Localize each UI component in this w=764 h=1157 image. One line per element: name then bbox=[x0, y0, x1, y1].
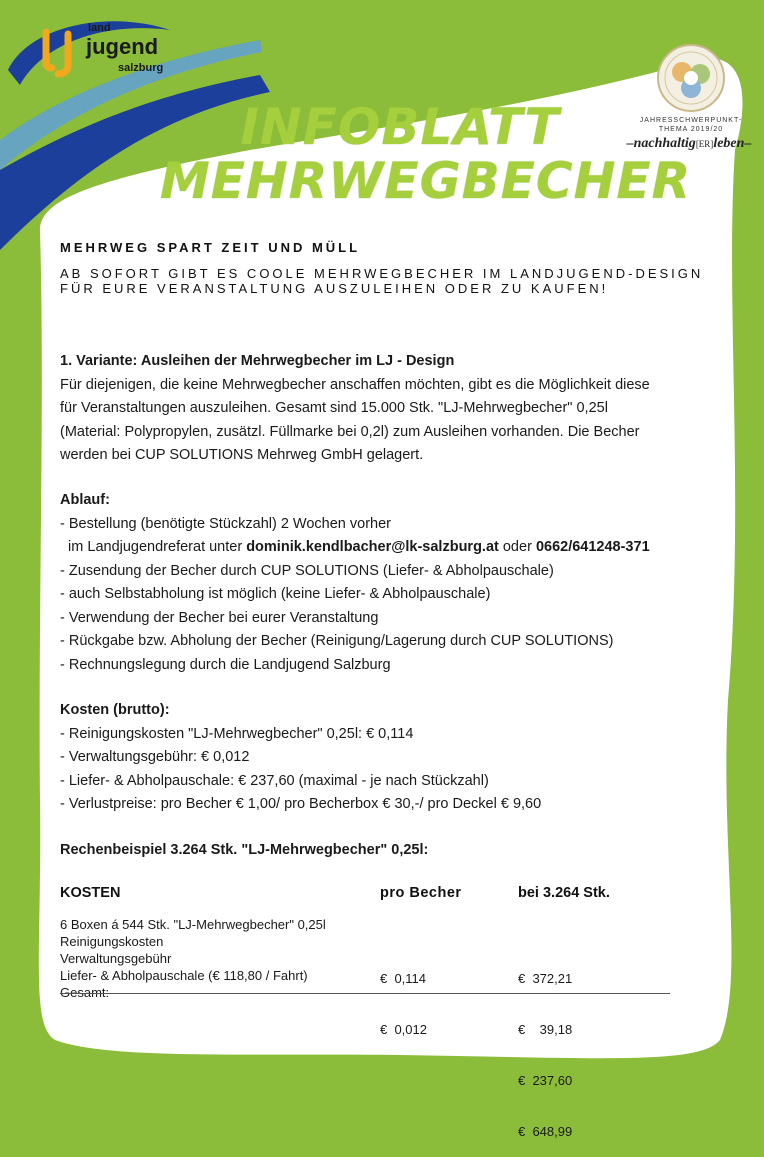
ablauf-contact-mid: oder bbox=[498, 539, 536, 555]
table-row-label: 6 Boxen á 544 Stk. "LJ-Mehrwegbecher" 0,25l bbox=[60, 917, 326, 932]
table-row-label: Verwaltungsgebühr bbox=[60, 951, 172, 966]
table-labels bbox=[60, 916, 380, 1001]
kosten-heading: Kosten (brutto): bbox=[60, 702, 170, 718]
table-cell-per-cup: € 0,114 bbox=[380, 971, 427, 986]
ablauf-line: - Rückgabe bzw. Abholung der Becher (Reinigung/Lagerung durch CUP SOLUTIONS) bbox=[60, 633, 614, 649]
kosten-line: - Reinigungskosten "LJ-Mehrwegbecher" 0,25l: € 0,114 bbox=[60, 725, 414, 742]
ablauf-line: - Rechnungslegung durch die Landjugend Salzburg bbox=[60, 656, 391, 673]
kosten-line: - Verlustpreise: pro Becher € 1,00/ pro Becherbox € 30,-/ pro Deckel € 9,60 bbox=[60, 796, 542, 812]
lj-logo-icon bbox=[40, 28, 80, 78]
table-cell-per-cup: € 0,012 bbox=[380, 1022, 427, 1037]
table-header-per-cup: pro Becher bbox=[380, 885, 462, 901]
contact-phone[interactable]: 0662/641248-371 bbox=[535, 539, 650, 555]
annual-theme-seal bbox=[626, 44, 752, 151]
ablauf-line: - Bestellung (benötigte Stückzahl) 2 Wochen vorher bbox=[60, 515, 391, 532]
table-total-divider bbox=[60, 993, 670, 994]
kosten-line: - Verwaltungsgebühr: € 0,012 bbox=[60, 749, 250, 765]
contact-email-link[interactable]: dominik.kendlbacher@lk-salzburg.at bbox=[246, 539, 499, 555]
table-row-label: Liefer- & Abholpauschale (€ 118,80 / Fahrt) bbox=[60, 968, 308, 983]
table-per-cup-values bbox=[380, 936, 500, 1055]
sustainability-seal-icon bbox=[638, 44, 744, 114]
table-header-kosten: KOSTEN bbox=[60, 885, 121, 901]
variant-line: (Material: Polypropylen, zusätzl. Füllmarke bei 0,2l) zum Ausleihen vorhanden. Die Becher bbox=[60, 423, 640, 440]
table-row-label: Reinigungskosten bbox=[60, 934, 164, 949]
table-total-values bbox=[518, 936, 668, 1157]
subheadline: AB SOFORT GIBT ES COOLE MEHRWEGBECHER IM LANDJUGEND-DESIGN FÜR EURE VERANSTALTUNG AUSZULEIHEN ODER ZU KAUFEN! bbox=[60, 266, 704, 296]
table-header-total: bei 3.264 Stk. bbox=[518, 885, 610, 901]
ablauf-contact-prefix: im Landjugendreferat unter bbox=[60, 539, 247, 555]
landjugend-logo bbox=[30, 22, 180, 92]
variant-line: für Veranstaltungen auszuleihen. Gesamt sind 15.000 Stk. "LJ-Mehrwegbecher" 0,25l bbox=[60, 400, 608, 416]
ablauf-contact-line bbox=[60, 536, 740, 560]
ablauf-section bbox=[60, 489, 740, 677]
kosten-section bbox=[60, 699, 740, 817]
variant-line: Für diejenigen, die keine Mehrwegbecher anschaffen möchten, gibt es die Möglichkeit diese bbox=[60, 376, 650, 393]
variant-section bbox=[60, 350, 720, 468]
ablauf-heading: Ablauf: bbox=[60, 492, 110, 508]
page-title-line1: INFOBLATT bbox=[240, 98, 560, 156]
logo-text-land: land bbox=[88, 22, 111, 34]
seal-motto-part2: [ER] bbox=[695, 139, 714, 149]
ablauf-line: - Zusendung der Becher durch CUP SOLUTIONS (Liefer- & Abholpauschale) bbox=[60, 562, 554, 579]
table-cell-total: € 39,18 bbox=[518, 1022, 573, 1037]
example-heading: Rechenbeispiel 3.264 Stk. "LJ-Mehrwegbecher" 0,25l: bbox=[60, 842, 429, 858]
variant-line: werden bei CUP SOLUTIONS Mehrweg GmbH gelagert. bbox=[60, 447, 424, 463]
ablauf-line: - Verwendung der Becher bei eurer Veranstaltung bbox=[60, 609, 379, 626]
headline: MEHRWEG SPART ZEIT UND MÜLL bbox=[60, 240, 361, 255]
page-title-line2: MEHRWEGBECHER bbox=[160, 152, 692, 210]
table-cell-total: € 372,21 bbox=[518, 971, 573, 986]
seal-motto bbox=[614, 136, 764, 152]
table-row-label: Gesamt: bbox=[60, 985, 110, 1000]
kosten-line: - Liefer- & Abholpauschale: € 237,60 (maximal - je nach Stückzahl) bbox=[60, 772, 489, 789]
seal-motto-part1: –nachhaltig bbox=[626, 136, 696, 151]
table-cell-total: € 648,99 bbox=[518, 1124, 573, 1139]
ablauf-line: - auch Selbstabholung ist möglich (keine Liefer- & Abholpauschale) bbox=[60, 586, 491, 602]
table-cell-total: € 237,60 bbox=[518, 1073, 573, 1088]
logo-text-salzburg: salzburg bbox=[118, 62, 164, 74]
seal-motto-part3: leben– bbox=[713, 136, 752, 151]
variant-heading: 1. Variante: Ausleihen der Mehrwegbecher im LJ - Design bbox=[60, 353, 455, 369]
logo-text-jugend: jugend bbox=[86, 34, 159, 59]
seal-caption: JAHRESSCHWERPUNKT- THEMA 2019/20 bbox=[639, 117, 743, 133]
